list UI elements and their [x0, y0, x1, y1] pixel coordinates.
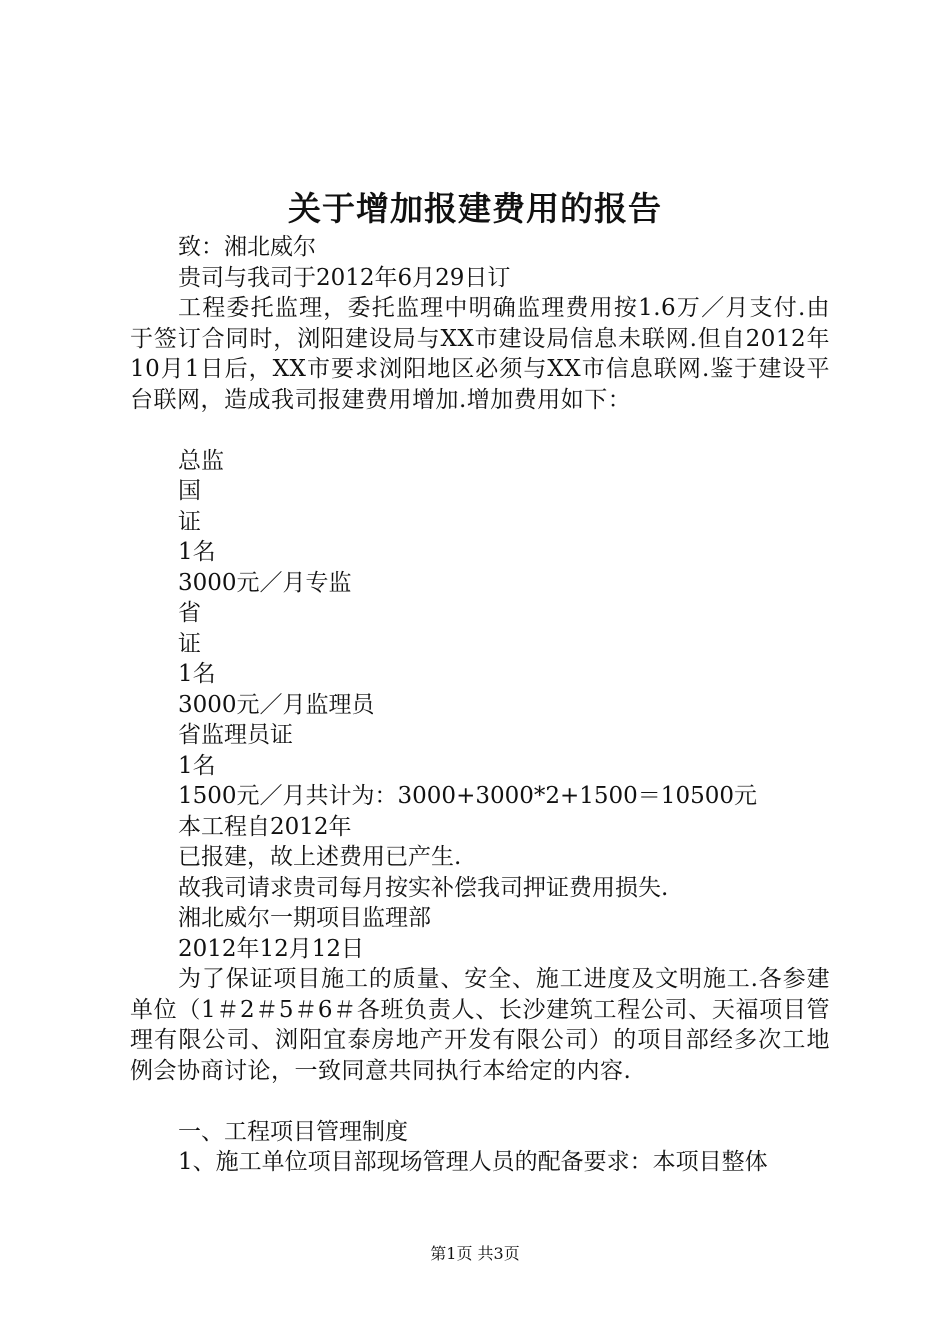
- body-line: 湘北威尔一期项目监理部: [178, 905, 431, 931]
- body-line: 证: [178, 630, 201, 657]
- body-line: 1名: [178, 661, 216, 687]
- body-line: 已报建，故上述费用已产生.: [178, 844, 462, 870]
- body-paragraph: 工程委托监理，委托监理中明确监理费用按1.6万／月支付.由于签订合同时，浏阳建设局与XX市建设局信息未联网.但自2012年10月1日后，XX市要求浏阳地区必须与XX市信息联网.鉴于建设平台联网，造成我司报建费用增加.增加费用如下：: [130, 295, 830, 413]
- body-line: 贵司与我司于2012年6月29日订: [178, 264, 511, 291]
- body-line: 证: [178, 508, 201, 535]
- body-line: 总监: [178, 447, 224, 474]
- body-line: 本工程自2012年: [178, 813, 352, 840]
- body-line: 1500元／月共计为：3000+3000*2+1500＝10500元: [178, 783, 757, 809]
- body-line: 国: [178, 478, 201, 504]
- body-paragraph: 为了保证项目施工的质量、安全、施工进度及文明施工.各参建单位（1＃2＃5＃6＃各班负责人、长沙建筑工程公司、天福项目管理有限公司、浏阳宜泰房地产开发有限公司）的项目部经多次工地例会协商讨论，一致同意共同执行本给定的内容.: [130, 966, 830, 1084]
- body-line: 3000元／月专监: [178, 569, 352, 596]
- body-line: 一、工程项目管理制度: [178, 1118, 408, 1145]
- document-body: [130, 232, 830, 1178]
- body-line: 1名: [178, 539, 216, 565]
- document-title: 关于增加报建费用的报告: [288, 189, 662, 228]
- body-line: 1、施工单位项目部现场管理人员的配备要求：本项目整体: [178, 1149, 768, 1175]
- body-line: 致：湘北威尔: [178, 234, 316, 260]
- body-line: 省监理员证: [178, 722, 293, 748]
- page-footer: 第1页 共3页: [430, 1244, 520, 1263]
- body-line: 省: [178, 600, 201, 626]
- paragraph-gap: [130, 1086, 830, 1117]
- body-line: 2012年12月12日: [178, 935, 365, 962]
- body-line: 3000元／月监理员: [178, 691, 375, 718]
- body-line: 故我司请求贵司每月按实补偿我司押证费用损失.: [178, 874, 669, 901]
- paragraph-gap: [130, 415, 830, 446]
- body-line: 1名: [178, 752, 216, 779]
